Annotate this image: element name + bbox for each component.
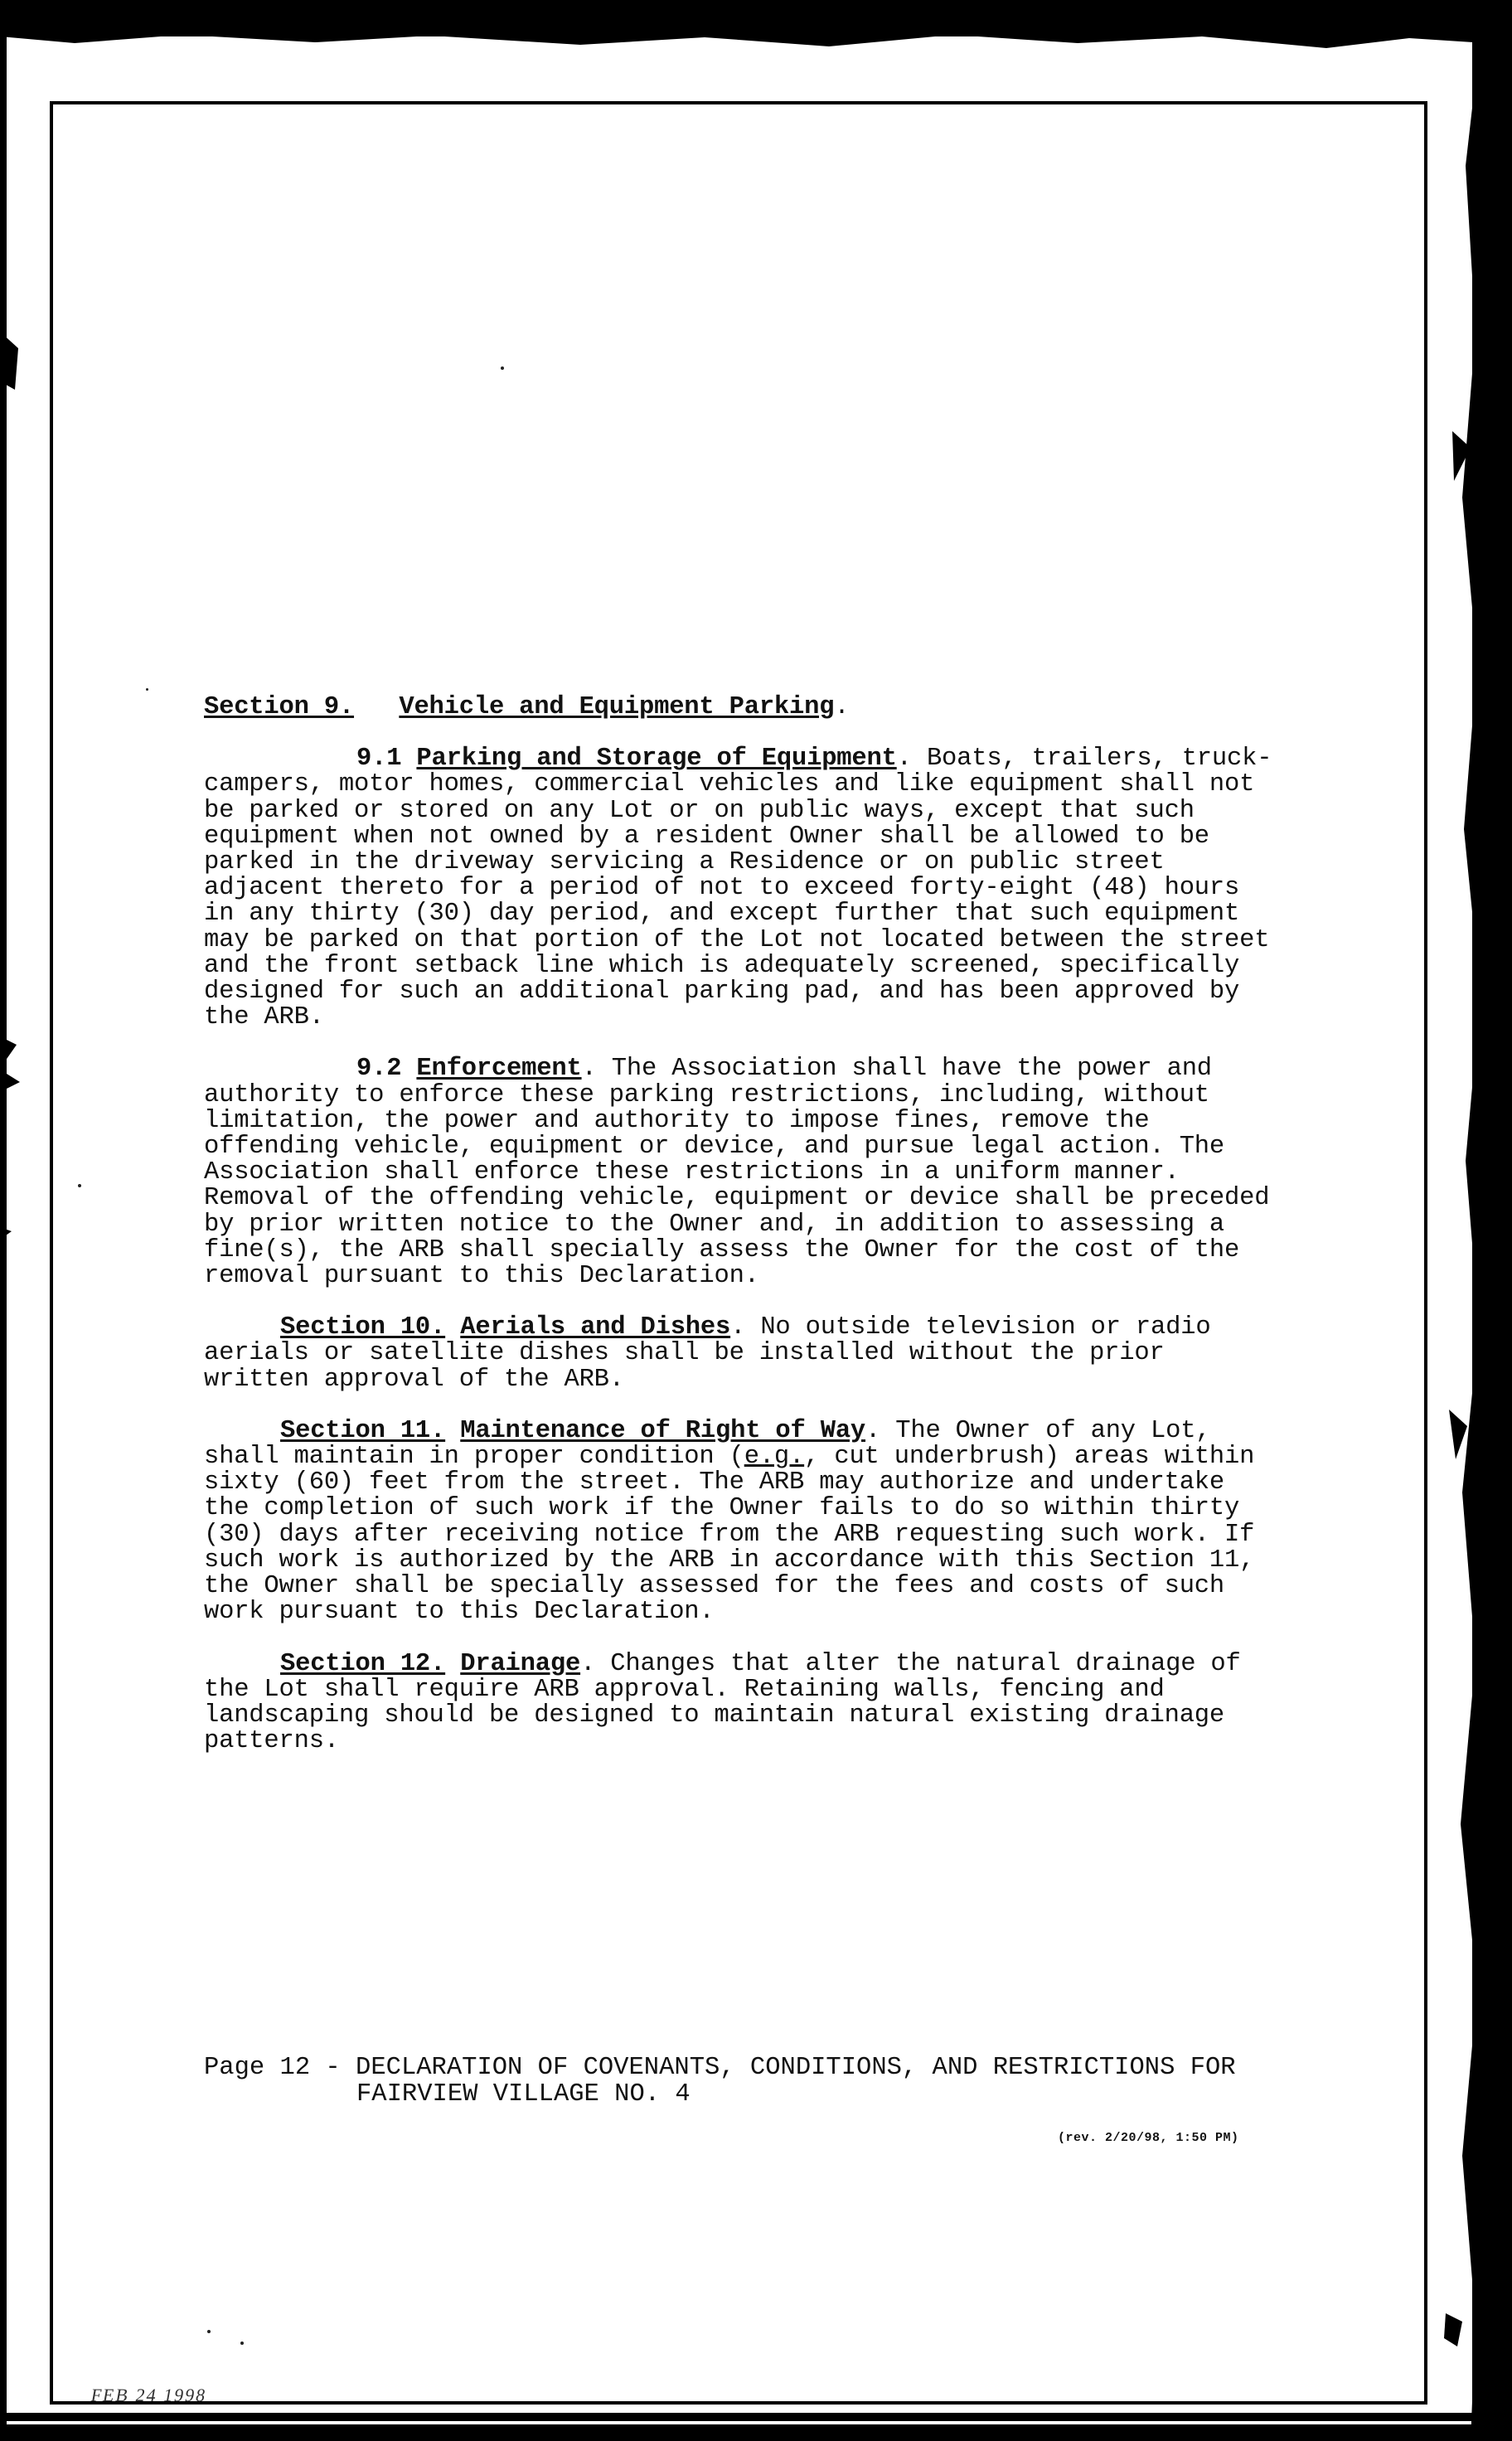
section-11-text-b: , cut underbrush) areas within sixty (60) feet from the street. The ARB may authorize and undertake the completion of such work if the Owner fails to do so within thirty (30) days after receiving notice from the ARB requesting such work. If such work is authorized by the ARB in accordance with this Section 11, the Owner shall be specially assessed for the fees and costs of such work pursuant to this Declaration. xyxy=(204,1443,1255,1627)
revision-stamp: (rev. 2/20/98, 1:50 PM) xyxy=(1058,2131,1239,2145)
scan-speck xyxy=(240,2342,244,2345)
section-10 xyxy=(204,1315,1282,1393)
document-body xyxy=(204,695,1282,1780)
section-10-title-period: . xyxy=(730,1313,746,1342)
section-11-text-a: The Owner of any Lot, shall maintain in proper condition ( xyxy=(204,1416,1211,1472)
subsection-9-1-number: 9.1 xyxy=(356,745,402,774)
subsection-9-1-title: Parking and Storage of Equipment xyxy=(416,745,897,774)
section-9-heading xyxy=(204,695,1282,721)
scan-speck xyxy=(207,2330,211,2333)
subsection-9-2-text: The Association shall have the power and authority to enforce these parking restrictions, including, without limitation, the power and authority to impose fines, remove the offending vehicle, equipment or device, and pursue legal action. The Association shall enforce these restrictions in a uniform manner. Removal of the offending vehicle, equipment or device shall be preceded by prior written notice to the Owner and, in addition to assessing a fine(s), the ARB shall specially assess the Owner for the cost of the removal pursuant to this Declaration. xyxy=(204,1055,1270,1291)
scan-edge-top-tear xyxy=(0,30,1512,55)
scan-edge-bottom xyxy=(0,2424,1512,2441)
section-9-heading-period: . xyxy=(834,693,850,721)
subsection-9-1-text: Boats, trailers, truck-campers, motor homes, commercial vehicles and like equipment shall not be parked or stored on any Lot or on public ways, except that such equipment when not owned by a resident Owner shall be allowed to be parked in the driveway servicing a Residence or on public street adjacent thereto for a period of not to exceed forty-eight (48) hours in any thirty (30) day period, and except further that such equipment may be parked on that portion of the Lot not located between the street and the front setback line which is adequately screened, specifically designed for such an additional parking pad, and has been approved by the ARB. xyxy=(204,745,1272,1032)
section-11-title: Maintenance of Right of Way xyxy=(460,1416,866,1445)
page-footer xyxy=(204,2055,1236,2108)
scan-speck xyxy=(501,366,504,370)
subsection-9-1 xyxy=(204,746,1282,1031)
section-12-title-period: . xyxy=(580,1649,596,1678)
section-11-title-period: . xyxy=(865,1416,881,1445)
subsection-9-2-title: Enforcement xyxy=(416,1055,582,1084)
footer-line-2: FAIRVIEW VILLAGE NO. 4 xyxy=(356,2080,691,2109)
scan-speck xyxy=(78,1184,81,1187)
section-10-text: No outside television or radio aerials or satellite dishes shall be installed without the prior written approval of the ARB. xyxy=(204,1313,1211,1394)
received-stamp: FEB 24 1998 xyxy=(89,2385,209,2405)
section-11-eg: e.g. xyxy=(744,1443,805,1472)
section-12-title: Drainage xyxy=(460,1649,581,1678)
section-12-text: Changes that alter the natural drainage of the Lot shall require ARB approval. Retaining walls, fencing and landscaping should be designed to maintain natural existing drainage patterns. xyxy=(204,1649,1241,1756)
subsection-9-2 xyxy=(204,1056,1282,1289)
section-11 xyxy=(204,1416,1282,1627)
scan-edge-bottom-bar xyxy=(0,2413,1512,2421)
section-11-number: Section 11. xyxy=(280,1416,446,1445)
section-9-title: Vehicle and Equipment Parking xyxy=(399,693,835,721)
section-9-number: Section 9. xyxy=(204,693,355,721)
subsection-9-2-title-period: . xyxy=(581,1055,597,1084)
section-12 xyxy=(204,1649,1282,1756)
scan-edge-left-marks xyxy=(0,332,25,1741)
footer-line-1: Page 12 - DECLARATION OF COVENANTS, CONDITIONS, AND RESTRICTIONS FOR xyxy=(204,2054,1236,2082)
section-10-number: Section 10. xyxy=(280,1313,446,1342)
section-10-title: Aerials and Dishes xyxy=(460,1313,731,1342)
subsection-9-2-number: 9.2 xyxy=(356,1055,402,1084)
subsection-9-1-title-period: . xyxy=(896,745,912,774)
scan-speck xyxy=(146,688,148,691)
scan-edge-right-tear xyxy=(1437,0,1487,2441)
section-12-number: Section 12. xyxy=(280,1649,446,1678)
